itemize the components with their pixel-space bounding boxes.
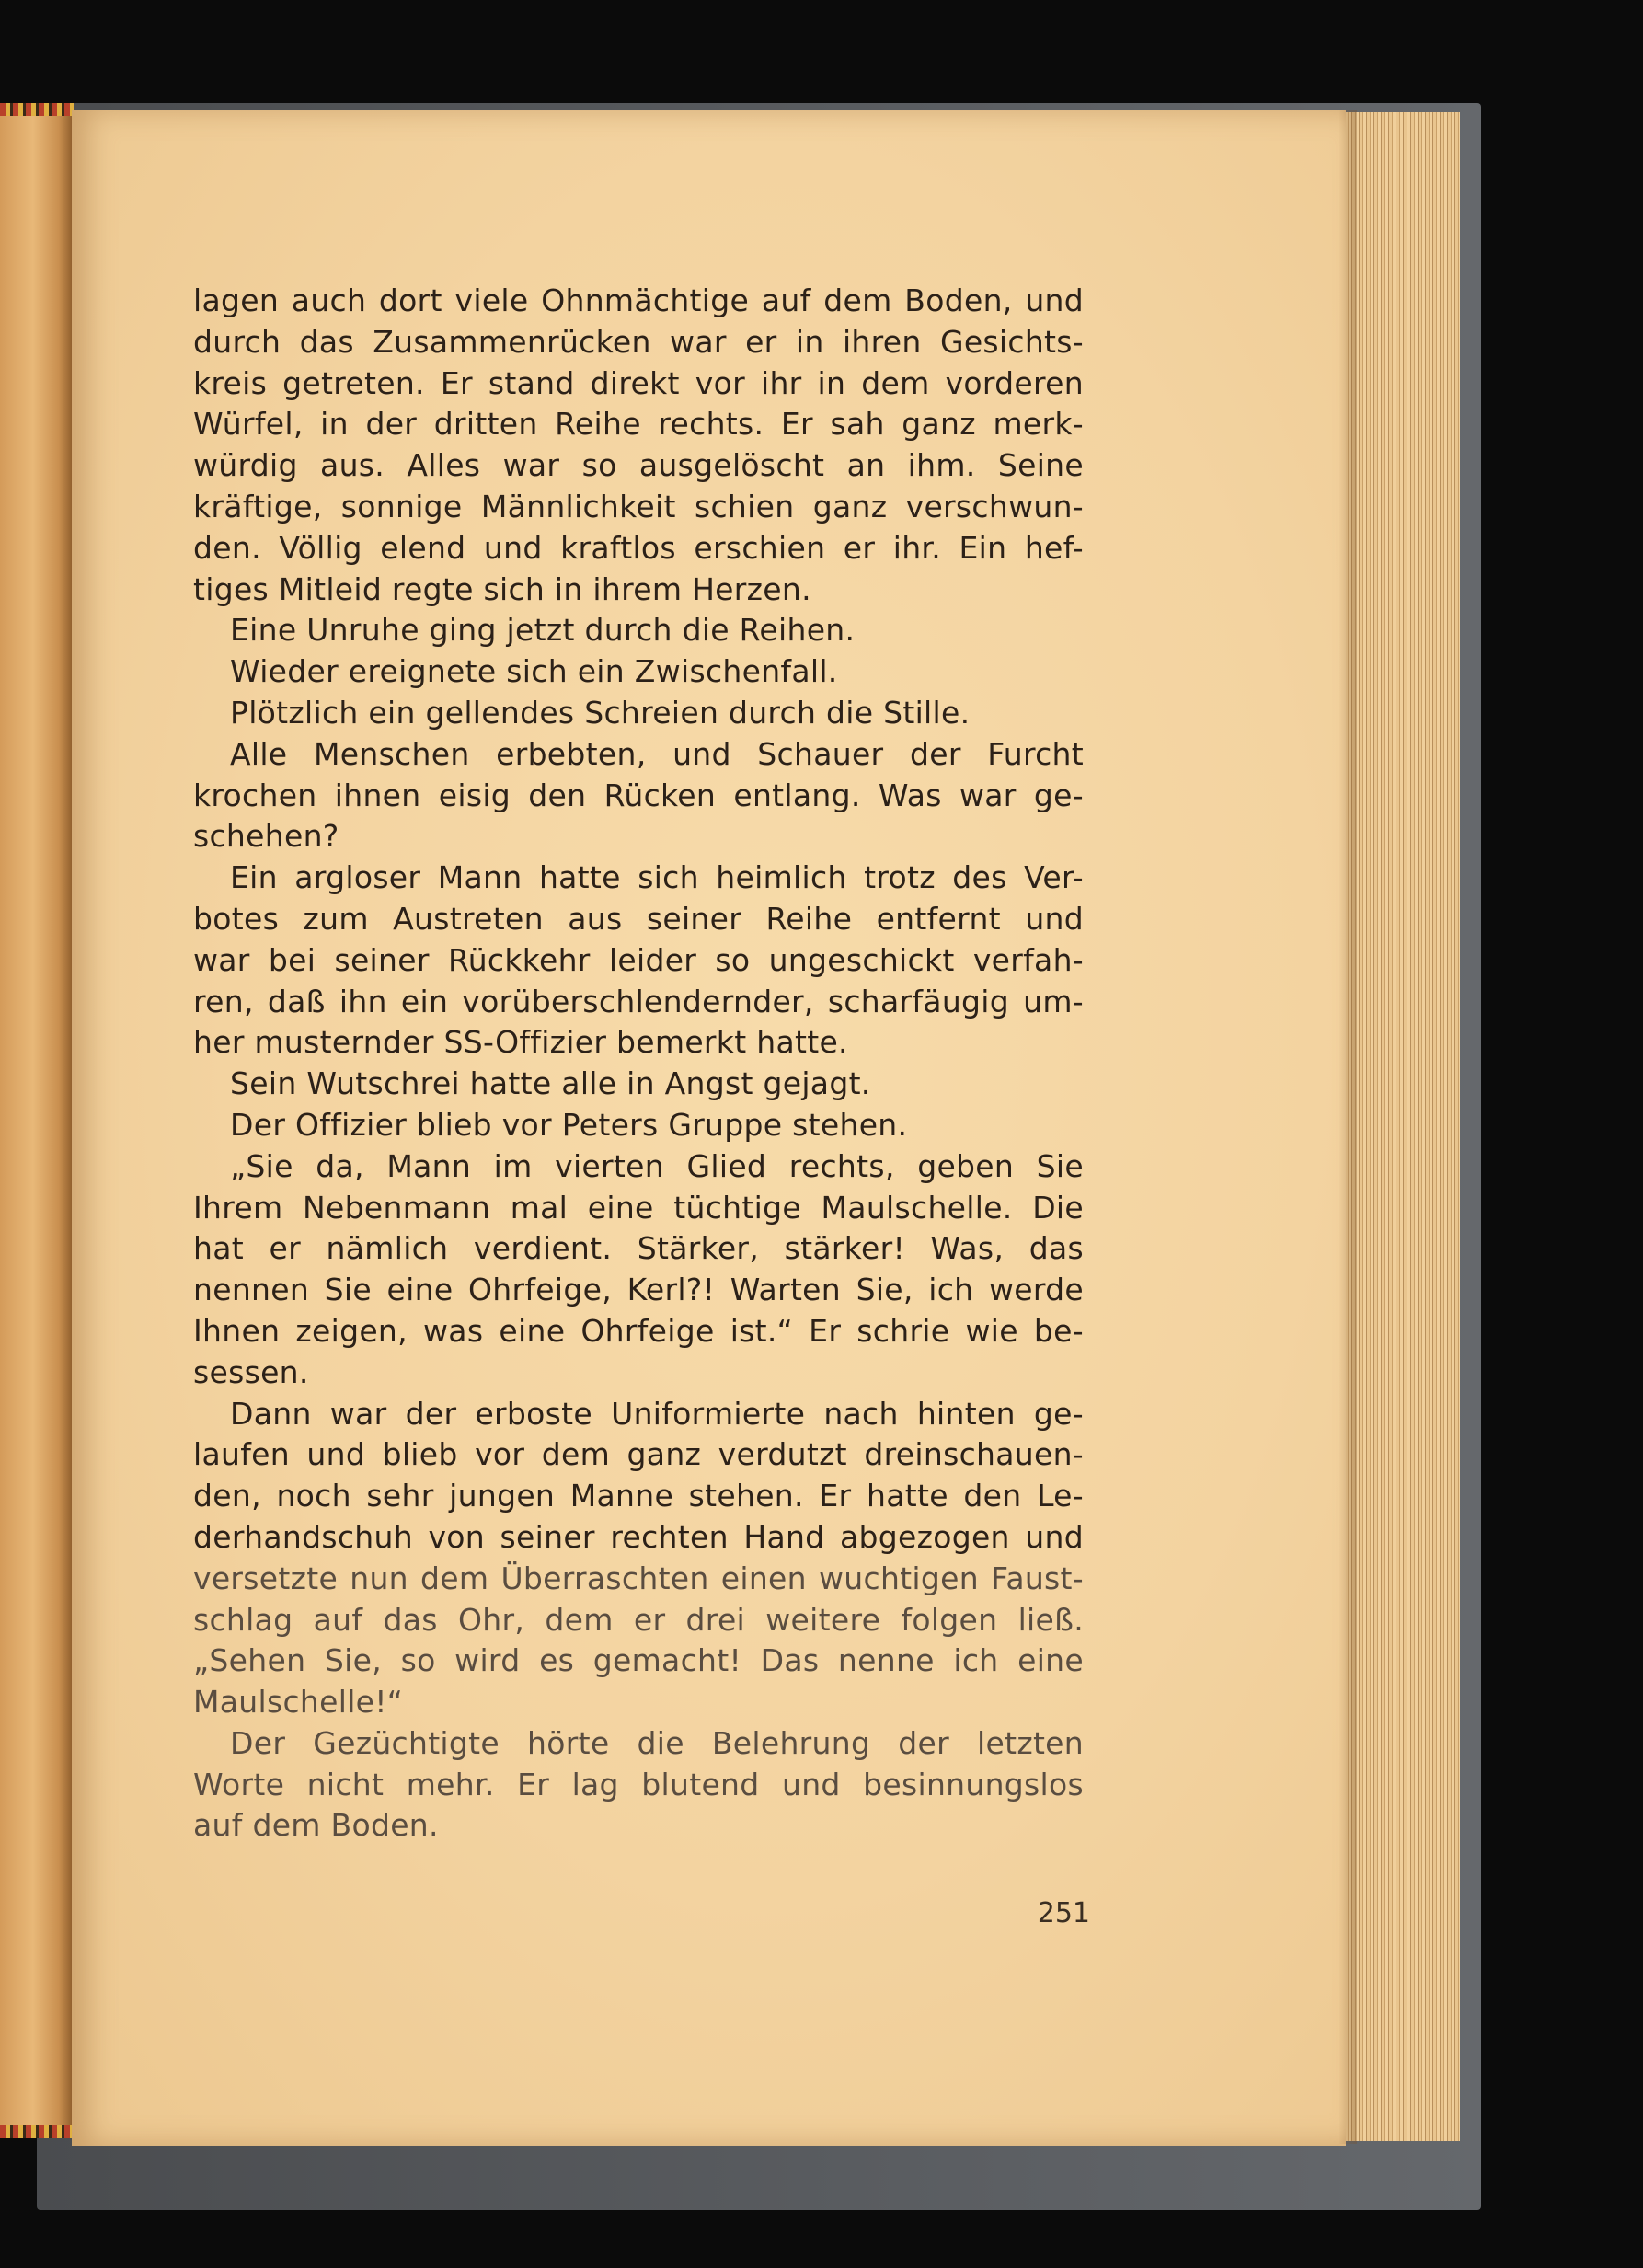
text-line: her musternder SS-Offizier bemerkt hatte. bbox=[193, 1024, 848, 1061]
text-line: Der Gezüchtigte hörte die Belehrung der letzten bbox=[230, 1724, 1084, 1761]
text-line: ren, daß ihn ein vorüberschlendernder, scharfäugig um- bbox=[193, 983, 1084, 1019]
text-line: botes zum Austreten aus seiner Reihe entfernt und bbox=[193, 900, 1084, 937]
text-line: sessen. bbox=[193, 1353, 309, 1390]
text-line: „Sehen Sie, so wird es gemacht! Das nenne ich eine bbox=[193, 1642, 1084, 1679]
page-text bbox=[193, 281, 1084, 1847]
headband-bottom bbox=[0, 2125, 74, 2138]
text-line: Alle Menschen erbebten, und Schauer der Furcht bbox=[230, 735, 1084, 772]
text-line: „Sie da, Mann im vierten Glied rechts, geben Sie bbox=[230, 1147, 1084, 1184]
text-line: den. Völlig elend und kraftlos erschien er ihr. Ein hef- bbox=[193, 529, 1084, 566]
text-line: würdig aus. Alles war so ausgelöscht an ihm. Seine bbox=[193, 447, 1084, 484]
text-line: Plötzlich ein gellendes Schreien durch die Stille. bbox=[230, 694, 971, 731]
text-line: Dann war der erboste Uniformierte nach hinten ge- bbox=[230, 1395, 1084, 1432]
text-line: war bei seiner Rückkehr leider so ungeschickt verfah- bbox=[193, 941, 1084, 978]
text-line: den, noch sehr jungen Manne stehen. Er hatte den Le- bbox=[193, 1478, 1084, 1514]
page-edges bbox=[1345, 112, 1460, 2141]
page-gutter-shadow bbox=[1339, 110, 1357, 2144]
text-line: auf dem Boden. bbox=[193, 1807, 439, 1844]
text-line: Würfel, in der dritten Reihe rechts. Er sah ganz merk- bbox=[193, 406, 1084, 443]
text-line: schlag auf das Ohr, dem er drei weitere folgen ließ. bbox=[193, 1601, 1084, 1638]
previous-page-edge bbox=[0, 109, 74, 2137]
text-line: durch das Zusammenrücken war er in ihren Gesichts- bbox=[193, 323, 1084, 360]
text-line: lagen auch dort viele Ohnmächtige auf dem Boden, und bbox=[193, 282, 1084, 318]
page-number: 251 bbox=[1037, 1897, 1090, 1929]
text-line: hat er nämlich verdient. Stärker, stärker! Was, das bbox=[193, 1230, 1084, 1267]
headband-top bbox=[0, 103, 74, 116]
text-line: nennen Sie eine Ohrfeige, Kerl?! Warten Sie, ich werde bbox=[193, 1272, 1084, 1308]
text-line: Maulschelle!“ bbox=[193, 1684, 404, 1721]
text-line: Wieder ereignete sich ein Zwischenfall. bbox=[230, 653, 838, 690]
text-line: Worte nicht mehr. Er lag blutend und besinnungslos bbox=[193, 1766, 1084, 1802]
text-line: Eine Unruhe ging jetzt durch die Reihen. bbox=[230, 612, 856, 649]
text-line: tiges Mitleid regte sich in ihrem Herzen. bbox=[193, 570, 811, 607]
text-line: krochen ihnen eisig den Rücken entlang. Was war ge- bbox=[193, 777, 1084, 813]
text-line: Ein argloser Mann hatte sich heimlich trotz des Ver- bbox=[230, 859, 1084, 896]
text-line: Ihnen zeigen, was eine Ohrfeige ist.“ Er schrie wie be- bbox=[193, 1312, 1084, 1349]
text-line: Sein Wutschrei hatte alle in Angst gejagt. bbox=[230, 1065, 871, 1102]
text-line: derhandschuh von seiner rechten Hand abgezogen und bbox=[193, 1518, 1084, 1555]
text-line: schehen? bbox=[193, 818, 339, 855]
text-line: kräftige, sonnige Männlichkeit schien ganz verschwun- bbox=[193, 488, 1084, 524]
text-line: Der Offizier blieb vor Peters Gruppe stehen. bbox=[230, 1106, 908, 1143]
text-line: laufen und blieb vor dem ganz verdutzt dreinschauen- bbox=[193, 1436, 1084, 1473]
text-line: kreis getreten. Er stand direkt vor ihr in dem vorderen bbox=[193, 364, 1084, 401]
text-line: Ihrem Nebenmann mal eine tüchtige Maulschelle. Die bbox=[193, 1189, 1084, 1226]
text-line: versetzte nun dem Überraschten einen wuchtigen Faust- bbox=[193, 1560, 1084, 1596]
